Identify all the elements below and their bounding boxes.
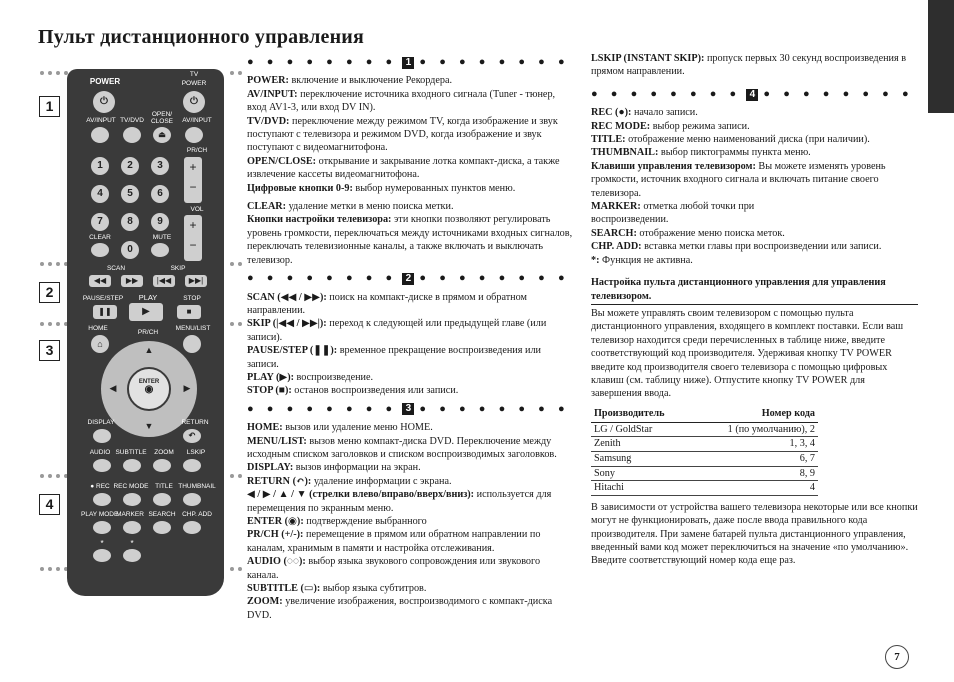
desc-open-close: OPEN/CLOSE: открывание и закрывание лотка компакт-диска, а также извлечение кассеты видеомагнитофона. [247,155,560,181]
code-column-header: Номер кода [693,406,818,423]
section-number: 4 [746,89,758,101]
footer-note: В зависимости от устройства вашего телевизора некоторые или все кнопки могут не функционировать, даже после ввода правильного кода производителя. При замене батарей пульта дистанционного управления, введенный вами код может переключиться на значение «по умолчанию». Введите соответствующий номер кода еще раз. [591,501,918,567]
desc-title: TITLE: отображение меню наименований диска (при наличии). [591,134,870,146]
subtitle-label: SUBTITLE [115,449,147,456]
power-button[interactable]: ⏻ [93,91,115,113]
tv-av-input-label: AV/INPUT [182,117,212,124]
digit-1-button[interactable]: 1 [91,157,109,175]
chp-add-button[interactable] [183,521,201,534]
lskip-button[interactable] [183,459,201,472]
section-number: 2 [402,273,414,285]
thumbnail-button[interactable] [183,493,201,506]
mute-button[interactable] [151,243,169,257]
dots-icon: ● ● ● ● ● ● ● ● [591,87,742,100]
tv-av-input-button[interactable] [185,127,203,143]
desc-tv-buttons: Кнопки настройки телевизора: эти кнопки позволяют регулировать уровень громкости, переключаться между источниками входных сигналов, переключать телевизионные каналы, а также включать и выключать телевизор. [247,214,573,266]
zoom-button[interactable] [153,459,171,472]
page-number: 7 [885,645,909,669]
section-number: 3 [402,403,414,415]
code-cell: 6, 7 [693,451,818,466]
digit-4-button[interactable]: 4 [91,185,109,203]
code-cell: 1 (по умолчанию), 2 [693,422,818,437]
desc-arrows: ◀ / ▶ / ▲ / ▼ (стрелки влево/вправо/вверх/вниз): используется для перемещения по экранным меню. [247,489,552,514]
digit-6-button[interactable]: 6 [151,185,169,203]
desc-audio: AUDIO (◌◌): выбор языка звукового сопровождения или звукового канала. [247,556,541,581]
power-label: POWER [89,77,121,86]
desc-rec-mode: REC MODE: выбор режима записи. [591,120,750,132]
minus-icon: − [189,180,197,194]
desc-pause: PAUSE/STEP (❚❚): временное прекращение воспроизведения или записи. [247,345,541,370]
table-row [591,437,818,452]
desc-avinput: AV/INPUT: переключение источника входного сигнала (Tuner - тюнер, вход AV1-3, или вход DV IN). [247,88,556,114]
mute-label: MUTE [152,234,172,241]
remote-control [67,69,224,596]
title-label: TITLE [155,483,173,490]
marker-4: 4 [39,494,60,515]
desc-star: *: Функция не активна. [591,254,693,266]
scan-label: SCAN [106,265,126,272]
marker-button[interactable] [123,521,141,534]
title-button[interactable] [153,493,171,506]
plus-icon: + [189,160,197,174]
scan-fwd-button[interactable]: ▶▶ [121,275,143,287]
rec-label: ● REC [90,483,110,490]
return-label: RETURN [181,419,209,426]
section-header-2 [247,272,573,285]
dots-icon: ● ● ● ● ● ● ● ● [763,87,914,100]
dots-icon: ● ● ● ● ● ● ● ● [419,56,570,68]
digit-0-button[interactable]: 0 [121,241,139,259]
tv-dvd-button[interactable] [123,127,141,143]
desc-power: POWER: включение и выключение Рекордера. [247,75,453,87]
home-button[interactable]: ⌂ [91,335,109,353]
arrow-up-icon[interactable]: ▲ [144,345,154,355]
rec-mode-button[interactable] [123,493,141,506]
desc-tvdvd: TV/DVD: переключение между режимом TV, когда изображение и звук поступают с телевизора и режимом DVD, когда изображение и звук поступают с видеомагнитофона. [247,115,558,154]
menu-list-label: MENU/LIST [175,325,211,332]
chapter-thumb-tab [928,0,954,113]
table-row [591,466,818,481]
marker-label: MARKER [116,511,144,518]
star-label: * [100,539,104,548]
skip-label: SKIP [170,265,186,272]
play-label: PLAY [138,293,158,302]
digit-3-button[interactable]: 3 [151,157,169,175]
thumbnail-label: THUMBNAIL [178,483,216,490]
digit-2-button[interactable]: 2 [121,157,139,175]
desc-clear: CLEAR: удаление метки в меню поиска метки. [247,201,454,213]
av-input-button[interactable] [91,127,109,143]
dots-icon: ● ● ● ● ● ● ● ● [419,402,570,415]
desc-home: HOME: вызов или удаление меню HOME. [247,422,433,434]
play-mode-button[interactable] [93,521,111,534]
dots-icon: ● ● ● ● ● ● ● ● [419,272,570,285]
page-title: Пульт дистанционного управления [38,26,365,48]
rec-button[interactable] [93,493,111,506]
desc-menu-list: MENU/LIST: вызов меню компакт-диска DVD. Переключение между исходным списком заголовков и списком воспроизводимых заголовков. [247,435,557,460]
maker-cell: LG / GoldStar [591,422,693,437]
skip-back-button[interactable]: |◀◀ [153,275,175,287]
scan-back-button[interactable]: ◀◀ [89,275,111,287]
digit-5-button[interactable]: 5 [121,185,139,203]
play-button[interactable]: ▶ [129,303,163,321]
vol-rocker[interactable] [184,215,202,261]
dots-icon: ● ● ● ● ● ● ● ● [247,402,398,415]
section-header-4 [591,88,918,101]
prch2-label: PR/CH [137,329,159,336]
plus-icon: + [189,218,197,232]
section-number: 1 [402,57,414,69]
tv-power-label: POWER [181,80,207,87]
maker-cell: Sony [591,466,693,481]
zoom-label: ZOOM [154,449,174,456]
arrow-down-icon[interactable]: ▼ [144,421,154,431]
open-close-label: OPEN/ CLOSE [150,111,174,125]
star-button-2[interactable] [123,549,141,562]
section-header-1 [247,56,573,69]
desc-skip: SKIP (|◀◀ / ▶▶|): переход к следующей или предыдущей главе (или записи). [247,318,547,343]
desc-subtitle: SUBTITLE (▭): выбор языка субтитров. [247,583,427,595]
marker-3: 3 [39,340,60,361]
dots-icon: ● ● ● ● ● ● ● ● [247,56,398,68]
setup-heading: Настройка пульта дистанционного управления для управления телевизором. [591,276,918,305]
search-label: SEARCH [148,511,176,518]
digit-7-button[interactable]: 7 [91,213,109,231]
display-button[interactable] [93,429,111,443]
desc-return: RETURN (↶): удаление информации с экрана. [247,475,452,487]
table-header [591,406,818,423]
rec-mode-label: REC MODE [113,483,149,490]
section-header-3 [247,403,573,416]
tv-label: TV [189,71,199,78]
skip-fwd-button[interactable]: ▶▶| [185,275,207,287]
desc-tv-keys: Клавиши управления телевизором: Вы можете изменять уровень громкости, источник входного сигнала и включать питание своего телевизора. [591,160,886,199]
maker-cell: Zenith [591,437,693,452]
enter-icon: ◉ [144,384,154,395]
desc-lskip: LSKIP (INSTANT SKIP): пропуск первых 30 секунд воспроизведения в прямом направлении. [591,53,907,78]
marker-2: 2 [39,282,60,303]
desc-marker: MARKER: отметка любой точки при воспроизведении. [591,201,755,226]
vol-label: VOL [190,206,204,213]
tv-code-table [591,406,818,496]
minus-icon: − [189,238,197,252]
tv-dvd-label: TV/DVD [120,117,144,124]
menu-list-button[interactable] [183,335,201,353]
code-cell: 4 [693,481,818,496]
home-label: HOME [88,325,108,332]
arrow-right-icon[interactable]: ▶ [183,383,191,393]
tv-power-button[interactable]: ⏻ [183,91,205,113]
pause-step-label: PAUSE/STEP [82,295,124,302]
clear-label: CLEAR [89,234,111,241]
stop-button[interactable]: ■ [177,305,201,319]
code-cell: 8, 9 [693,466,818,481]
return-button[interactable]: ↶ [183,429,201,443]
code-cell: 1, 3, 4 [693,437,818,452]
maker-cell: Hitachi [591,481,693,496]
desc-thumbnail: THUMBNAIL: выбор пиктограммы пункта меню. [591,147,811,159]
star-label: * [130,539,134,548]
audio-label: AUDIO [89,449,111,456]
desc-zoom: ZOOM: увеличение изображения, воспроизводимого с компакт-диска DVD. [247,596,553,621]
desc-search: SEARCH: отображение меню поиска меток. [591,227,785,239]
desc-display: DISPLAY: вызов информации на экран. [247,462,421,474]
digit-8-button[interactable]: 8 [121,213,139,231]
maker-cell: Samsung [591,451,693,466]
desc-digits: Цифровые кнопки 0-9: выбор нумерованных пунктов меню. [247,182,516,194]
arrow-left-icon[interactable]: ◀ [109,383,117,393]
clear-button[interactable] [91,243,109,257]
eject-button[interactable]: ⏏ [153,127,171,143]
digit-9-button[interactable]: 9 [151,213,169,231]
desc-chp-add: CHP. ADD: вставка метки главы при воспроизведении или записи. [591,241,882,253]
marker-1: 1 [39,96,60,117]
enter-button[interactable] [127,367,171,411]
pr-ch-rocker[interactable] [184,157,202,203]
play-mode-label: PLAY MODE [81,511,119,518]
chp-add-label: CHP. ADD [182,511,212,518]
pr-ch-label: PR/CH [186,147,208,154]
desc-enter: ENTER (◉): подтверждение выбранного [247,516,427,527]
display-label: DISPLAY [87,419,115,426]
search-button[interactable] [153,521,171,534]
column-2 [591,52,918,568]
setup-body: Вы можете управлять своим телевизором с помощью пульта дистанционного управления, входящего в комплект поставки. Если ваш телевизор находится среди перечисленных в таблице ниже, введите соответствующий код производителя. Удерживая кнопку TV POWER введите код производителя своего телевизора с помощью цифровых клавиш (см. таблицу ниже). Отпустите кнопку TV POWER для завершения ввода. [591,307,904,400]
desc-play: PLAY (▶): воспроизведение. [247,371,374,383]
desc-stop: STOP (■): останов воспроизведения или записи. [247,385,459,397]
av-input-label: AV/INPUT [86,117,116,124]
desc-scan: SCAN (◀◀ / ▶▶): поиск на компакт-диске в прямом и обратном направлении. [247,291,527,316]
column-1 [247,56,573,622]
maker-column-header: Производитель [591,406,693,423]
table-row [591,481,818,496]
star-button-1[interactable] [93,549,111,562]
desc-prch: PR/CH (+/-): перемещение в прямом или обратном направлении по каналам, хранимым в памяти и настройка отслеживания. [247,529,541,554]
table-row [591,422,818,437]
subtitle-button[interactable] [123,459,141,472]
table-row [591,451,818,466]
dots-icon: ● ● ● ● ● ● ● ● [247,272,398,285]
audio-button[interactable] [93,459,111,472]
desc-rec: REC (●): начало записи. [591,107,698,119]
enter-label: ENTER [138,379,160,385]
lskip-label: LSKIP [186,449,206,456]
pause-button[interactable]: ❚❚ [93,305,117,319]
stop-label: STOP [183,295,201,302]
